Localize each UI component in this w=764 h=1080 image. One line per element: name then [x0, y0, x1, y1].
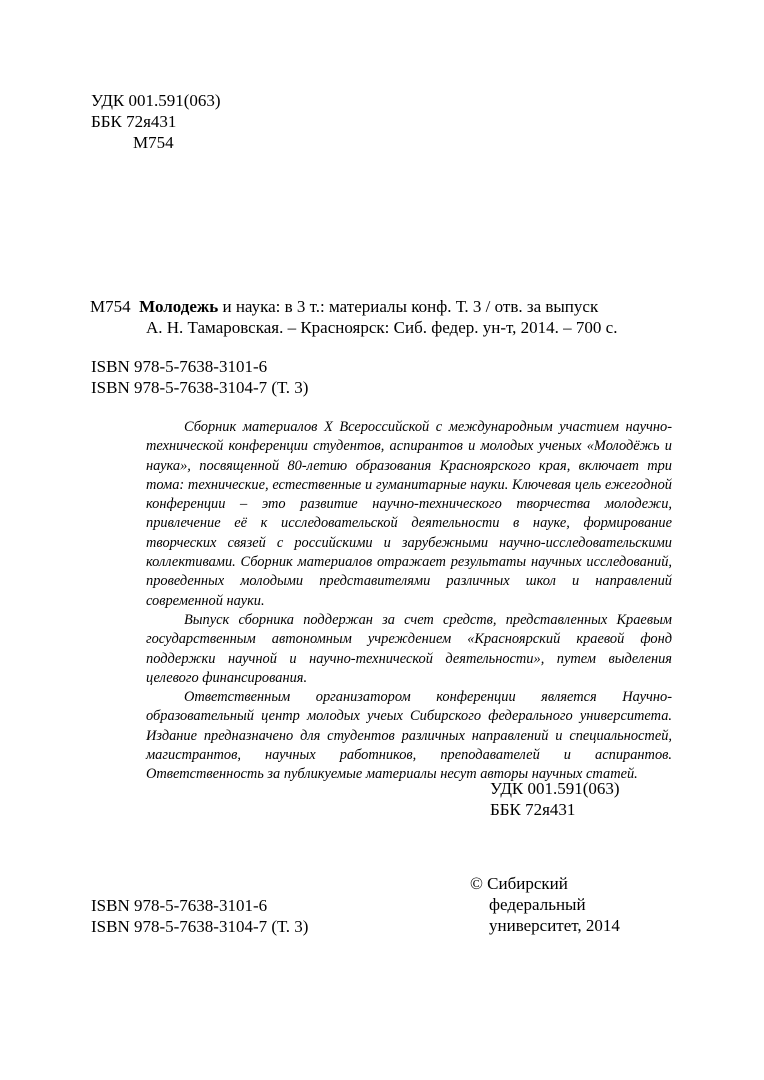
isbn-line: ISBN 978-5-7638-3104-7 (Т. 3): [91, 378, 309, 397]
isbn-line: ISBN 978-5-7638-3101-6: [91, 896, 268, 915]
copyright-line: © Сибирский: [470, 874, 568, 893]
isbn-block-bottom: [91, 895, 308, 937]
udk-code: УДК 001.591(063): [91, 91, 221, 110]
isbn-block-top: [91, 356, 308, 398]
isbn-line: ISBN 978-5-7638-3101-6: [91, 357, 268, 376]
copyright-line: федеральный: [489, 895, 586, 914]
abstract: [146, 418, 672, 785]
entry-line-1-rest: и наука: в 3 т.: материалы конф. Т. 3 / отв. за выпуск: [218, 297, 599, 316]
copyright-line: университет, 2014: [489, 916, 620, 935]
bibliographic-entry: [90, 296, 617, 338]
entry-line-2: А. Н. Тамаровская. – Красноярск: Сиб. федер. ун-т, 2014. – 700 с.: [146, 318, 618, 337]
entry-title: Молодежь: [139, 297, 219, 316]
abstract-paragraph: Выпуск сборника поддержан за счет средств, представленных Краевым государственным автономным учреждением «Красноярский краевой фонд поддержки научной и научно-технической деятельности», путем выделения целевого финансирования.: [146, 611, 672, 686]
author-mark: М754: [133, 133, 174, 152]
udk-code: УДК 001.591(063): [490, 779, 620, 798]
bbk-code: ББК 72я431: [490, 800, 576, 819]
bbk-code: ББК 72я431: [91, 112, 177, 131]
abstract-paragraph: Сборник материалов X Всероссийской с международным участием научно-технической конференции студентов, аспирантов и молодых ученых «Молодёжь и наука», посвященной 80-летию образования Красноярского края, включает три тома: технические, естественные и гуманитарные науки. Ключевая цель ежегодной конференции – это развитие научно-технического творчества молодежи, привлечение её к исследовательской деятельности в науке, формирование творческих связей с российскими и зарубежными научно-исследовательскими коллективами. Сборник материалов отражает результаты научных исследований, проведенных молодыми представителями различных школ и направлений современной науки.: [146, 419, 672, 609]
abstract-paragraph: Ответственным организатором конференции является Научно-образовательный центр молодых учеых Сибирского федерального университета. Издание предназначено для студентов различных направлений и специальностей, магистрантов, научных работников, преподавателей и аспирантов. Ответственность за публикуемые материалы несут авторы научных статей.: [146, 689, 672, 783]
entry-line-1: [90, 296, 617, 317]
copyright-block: [470, 873, 620, 936]
classification-block-top: [91, 90, 221, 153]
isbn-line: ISBN 978-5-7638-3104-7 (Т. 3): [91, 917, 309, 936]
classification-block-bottom: [490, 778, 620, 820]
entry-author-mark: М754: [90, 297, 131, 316]
